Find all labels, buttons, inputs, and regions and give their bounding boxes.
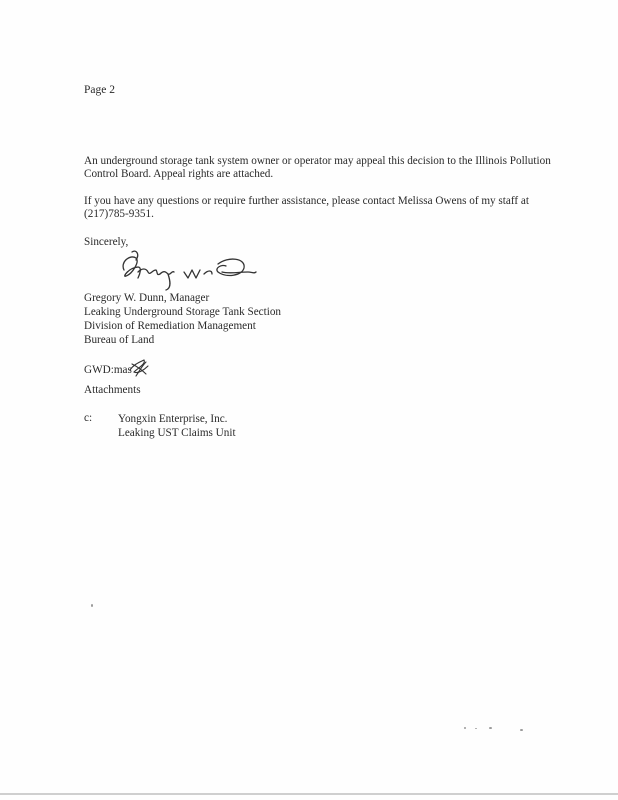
signatory-division: Division of Remediation Management: [84, 320, 256, 332]
signatory-bureau: Bureau of Land: [84, 334, 155, 346]
contact-paragraph: If you have any questions or require further assistance, please contact Melissa Owens of my staff at (217)785-9351.: [84, 195, 529, 220]
page-edge: [0, 793, 618, 795]
signature-block: [84, 291, 281, 347]
signatory-section: Leaking Underground Storage Tank Section: [84, 306, 282, 318]
scan-speck: [520, 729, 523, 731]
appeal-paragraph: An underground storage tank system owner or operator may appeal this decision to the Illinois Pollution Control Board. Appeal rights are attached.: [84, 155, 551, 180]
initials-scribble: [126, 356, 152, 380]
cc-recipient: Yongxin Enterprise, Inc.: [118, 413, 228, 425]
attachments-note: Attachments: [84, 384, 141, 396]
page-number: Page 2: [84, 84, 115, 96]
scan-speck: [489, 727, 492, 729]
handwritten-signature: [118, 250, 258, 292]
cc-label: c:: [84, 412, 93, 424]
salutation: Sincerely,: [84, 236, 129, 248]
signatory-name: Gregory W. Dunn, Manager: [84, 292, 210, 304]
scan-speck: [475, 728, 477, 729]
cc-recipient: Leaking UST Claims Unit: [118, 427, 236, 439]
scan-speck: [464, 727, 466, 729]
reference-initials: GWD:mas: [84, 364, 132, 376]
scan-speck: [91, 604, 93, 607]
cc-recipients: [118, 412, 236, 440]
